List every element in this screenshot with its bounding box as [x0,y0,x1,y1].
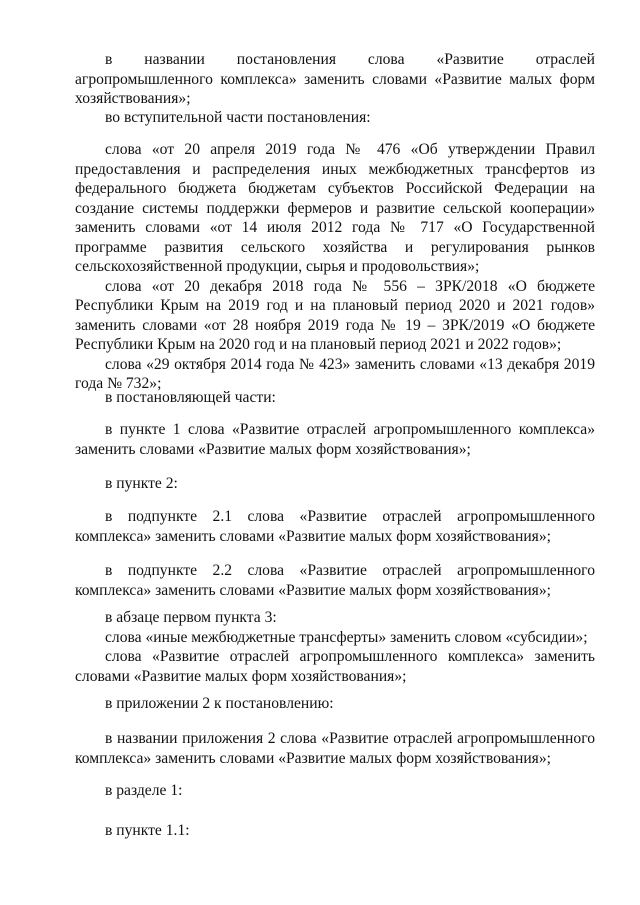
paragraph-group-point-3 [75,608,595,686]
paragraph-appendix-2 [75,694,595,714]
paragraph: слова «от 20 декабря 2018 года № 556 – ЗРК/2018 «О бюджете Республики Крым на 2019 год и на плановый период 2020 и 2021 годов» заменить словами «от 28 ноября 2019 года № 19 – ЗРК/2019 «О бюджете Республики Крым на 2020 год и на плановый период 2021 и 2022 годов»; [75,277,595,353]
paragraph: слова «Развитие отраслей агропромышленного комплекса» заменить словами «Развитие малых форм хозяйствования»; [75,648,595,685]
paragraph: в названии постановления слова «Развитие отраслей агропромышленного комплекса» заменить словами «Развитие малых форм хозяйствования»; [75,51,595,107]
paragraph-subpoint-2-1 [75,507,595,546]
paragraph: во вступительной части постановления: [105,109,371,126]
paragraph-point-1 [75,420,595,459]
paragraph-group-intro-changes [75,140,595,394]
paragraph: в подпункте 2.1 слова «Развитие отраслей агропромышленного комплекса» заменить словами «Развитие малых форм хозяйствования»; [75,508,595,545]
paragraph: в подпункте 2.2 слова «Развитие отраслей агропромышленного комплекса» заменить словами «Развитие малых форм хозяйствования»; [75,562,595,599]
paragraph-subpoint-2-2 [75,561,595,600]
paragraph-appendix-title [75,729,595,768]
paragraph: в пункте 1.1: [105,822,190,839]
paragraph: слова «29 октября 2014 года № 423» заменить словами «13 декабря 2019 года № 732»; [75,355,595,392]
paragraph-section-1 [75,781,595,801]
paragraph-point-2 [75,474,595,494]
paragraph: в разделе 1: [105,782,183,799]
paragraph: в постановляющей части: [105,389,276,406]
paragraph: в приложении 2 к постановлению: [105,695,334,712]
paragraph: слова «от 20 апреля 2019 года № 476 «Об утверждении Правил предоставления и распределения иных межбюджетных трансфертов из федерального бюджета бюджетам субъектов Российской Федерации на создание системы поддержки фермеров и развитие сельской кооперации» заменить словами «от 14 июля 2012 года № 717 «О Государственной программе развития сельского хозяйства и регулирования рынков сельскохозяйственной продукции, сырья и продовольствия»; [75,141,595,275]
paragraph: в пункте 2: [105,475,178,492]
paragraph-operative-part [75,388,595,408]
scan-mark [634,508,638,514]
paragraph-intro-part [75,108,595,128]
paragraph-point-1-1 [75,821,595,841]
paragraph: в пункте 1 слова «Развитие отраслей агропромышленного комплекса» заменить словами «Развитие малых форм хозяйствования»; [75,421,595,458]
paragraph-title-change [75,50,595,109]
paragraph: в названии приложения 2 слова «Развитие отраслей агропромышленного комплекса» заменить словами «Развитие малых форм хозяйствования»; [75,730,595,767]
paragraph: слова «иные межбюджетные трансферты» заменить словом «субсидии»; [105,628,588,646]
paragraph: в абзаце первом пункта 3: [105,609,277,626]
